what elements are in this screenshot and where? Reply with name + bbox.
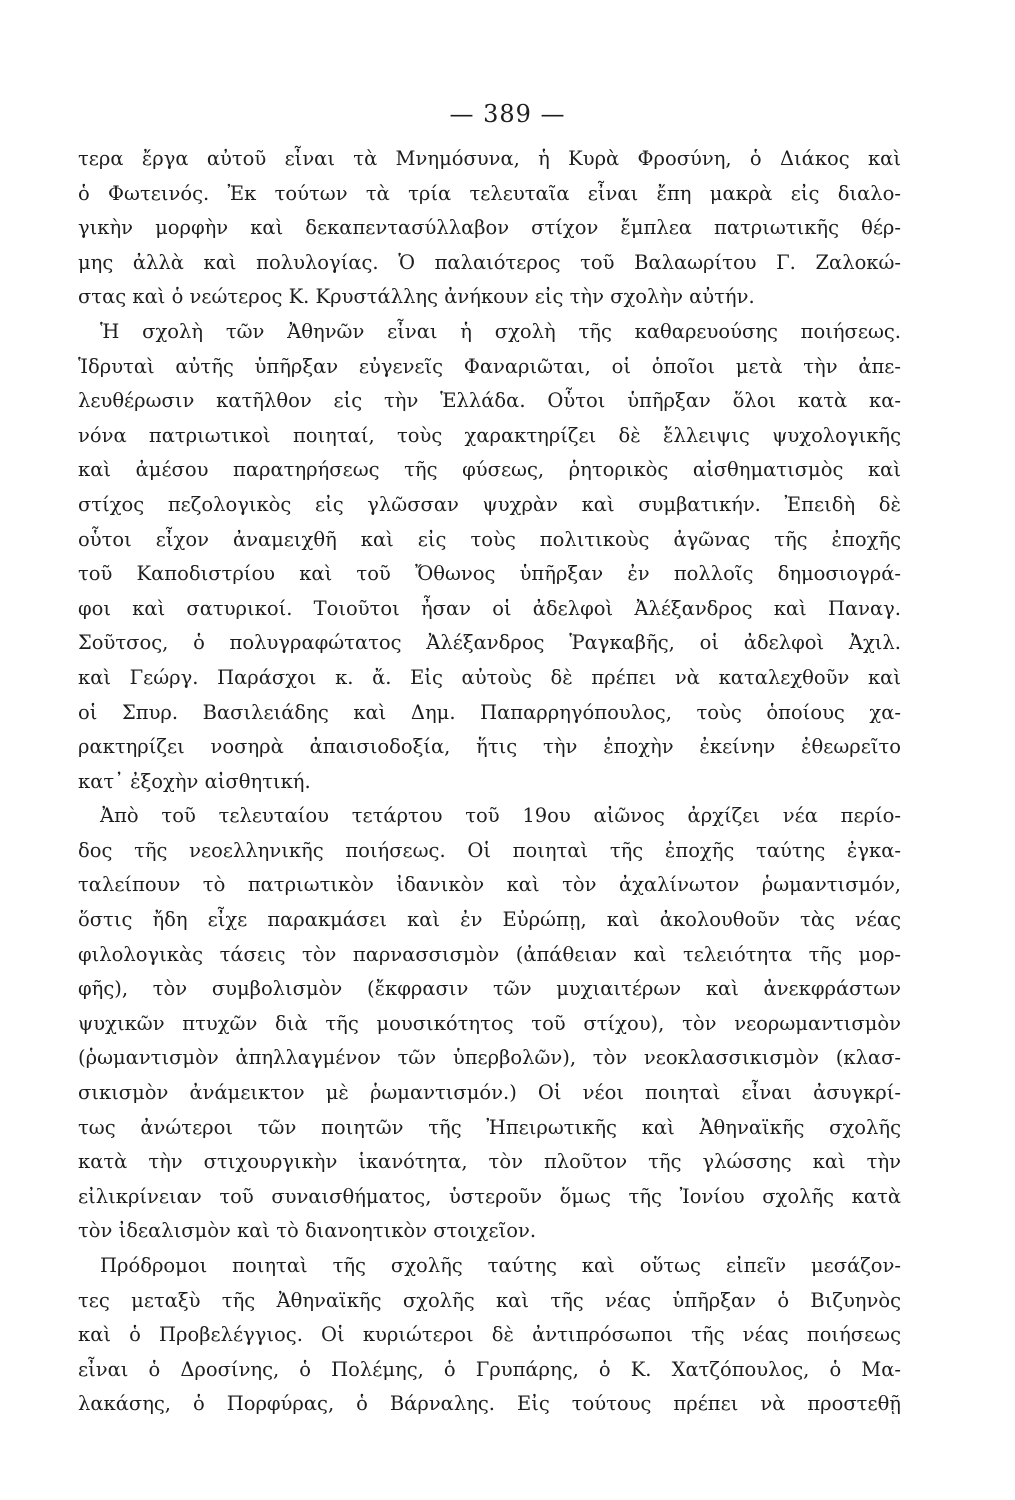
text-line: καὶ ὁ Προβελέγγιος. Οἱ κυριώτεροι δὲ ἀντιπρόσωποι τῆς νέας ποιήσεως bbox=[78, 1323, 901, 1347]
text-line: Πρόδρομοι ποιηταὶ τῆς σχολῆς ταύτης καὶ οὕτως εἰπεῖν μεσάζον- bbox=[100, 1254, 901, 1277]
text-line: φιλολογικὰς τάσεις τὸν παρνασσισμὸν (ἀπάθειαν καὶ τελειότητα τῆς μορ- bbox=[78, 942, 901, 966]
text-line: Ἀπὸ τοῦ τελευταίου τετάρτου τοῦ 19ου αἰῶνος ἀρχίζει νέα περίο- bbox=[100, 804, 901, 828]
body-text bbox=[78, 142, 901, 1422]
text-line: Σοῦτσος, ὁ πολυγραφώτατος Ἀλέξανδρος Ῥαγκαβῆς, οἱ ἀδελφοὶ Ἀχιλ. bbox=[78, 631, 901, 655]
text-line: στας καὶ ὁ νεώτερος Κ. Κρυστάλλης ἀνήκουν εἰς τὴν σχολὴν αὐτήν. bbox=[78, 285, 755, 309]
text-line: οἱ Σπυρ. Βασιλειάδης καὶ Δημ. Παπαρρηγόπουλος, τοὺς ὁποίους χα- bbox=[78, 700, 901, 724]
text-line: (ῥωμαντισμὸν ἀπηλλαγμένον τῶν ὑπερβολῶν), τὸν νεοκλασσικισμὸν (κλασ- bbox=[78, 1046, 901, 1070]
text-line: ρακτηρίζει νοσηρὰ ἀπαισιοδοξία, ἥτις τὴν ἐποχὴν ἐκείνην ἐθεωρεῖτο bbox=[78, 735, 901, 759]
text-line: τερα ἔργα αὐτοῦ εἶναι τὰ Μνημόσυνα, ἡ Κυρὰ Φροσύνη, ὁ Διάκος καὶ bbox=[78, 147, 901, 170]
page-number: — 389 — bbox=[449, 100, 566, 128]
text-line: τως ἀνώτεροι τῶν ποιητῶν τῆς Ἠπειρωτικῆς καὶ Ἀθηναϊκῆς σχολῆς bbox=[78, 1115, 901, 1139]
text-line: δος τῆς νεοελληνικῆς ποιήσεως. Οἱ ποιηταὶ τῆς ἐποχῆς ταύτης ἐγκα- bbox=[78, 838, 901, 862]
text-line: ὁ Φωτεινός. Ἐκ τούτων τὰ τρία τελευταῖα εἶναι ἔπη μακρὰ εἰς διαλο- bbox=[78, 181, 901, 205]
text-line: τες μεταξὺ τῆς Ἀθηναϊκῆς σχολῆς καὶ τῆς νέας ὑπῆρξαν ὁ Βιζυηνὸς bbox=[78, 1288, 901, 1312]
text-line: μης ἀλλὰ καὶ πολυλογίας. Ὁ παλαιότερος τοῦ Βαλαωρίτου Γ. Ζαλοκώ- bbox=[78, 250, 901, 274]
text-line: λευθέρωσιν κατῆλθον εἰς τὴν Ἑλλάδα. Οὗτοι ὑπῆρξαν ὅλοι κατὰ κα- bbox=[78, 389, 901, 413]
text-line: νόνα πατριωτικοὶ ποιηταί, τοὺς χαρακτηρίζει δὲ ἔλλειψις ψυχολογικῆς bbox=[78, 423, 901, 447]
text-line: κατὰ τὴν στιχουργικὴν ἱκανότητα, τὸν πλοῦτον τῆς γλώσσης καὶ τὴν bbox=[78, 1150, 901, 1174]
text-line: τὸν ἰδεαλισμὸν καὶ τὸ διανοητικὸν στοιχεῖον. bbox=[78, 1219, 537, 1243]
text-line: κατ᾿ ἐξοχὴν αἰσθητική. bbox=[78, 769, 311, 793]
text-line: φῆς), τὸν συμβολισμὸν (ἔκφρασιν τῶν μυχιαιτέρων καὶ ἀνεκφράστων bbox=[78, 977, 901, 1001]
text-line: στίχος πεζολογικὸς εἰς γλῶσσαν ψυχρὰν καὶ συμβατικήν. Ἐπειδὴ δὲ bbox=[78, 492, 901, 516]
text-line: καὶ ἀμέσου παρατηρήσεως τῆς φύσεως, ῥητορικὸς αἰσθηματισμὸς καὶ bbox=[78, 458, 901, 482]
text-line: ταλείπουν τὸ πατριωτικὸν ἰδανικὸν καὶ τὸν ἀχαλίνωτον ῥωμαντισμόν, bbox=[78, 873, 901, 897]
text-line: Ἱδρυταὶ αὐτῆς ὑπῆρξαν εὐγενεῖς Φαναριῶται, οἱ ὁποῖοι μετὰ τὴν ἀπε- bbox=[78, 354, 901, 378]
text-line: λακάσης, ὁ Πορφύρας, ὁ Βάρναλης. Εἰς τούτους πρέπει νὰ προστεθῇ bbox=[78, 1392, 901, 1416]
text-line: ὅστις ἤδη εἶχε παρακμάσει καὶ ἐν Εὐρώπῃ, καὶ ἀκολουθοῦν τὰς νέας bbox=[78, 908, 901, 932]
text-line: Ἡ σχολὴ τῶν Ἀθηνῶν εἶναι ἡ σχολὴ τῆς καθαρευούσης ποιήσεως. bbox=[100, 319, 901, 343]
text-line: γικὴν μορφὴν καὶ δεκαπεντασύλλαβον στίχον ἔμπλεα πατριωτικῆς θέρ- bbox=[78, 216, 901, 240]
text-line: φοι καὶ σατυρικοί. Τοιοῦτοι ἦσαν οἱ ἀδελφοὶ Ἀλέξανδρος καὶ Παναγ. bbox=[78, 596, 901, 620]
text-line: τοῦ Καποδιστρίου καὶ τοῦ Ὄθωνος ὑπῆρξαν ἐν πολλοῖς δημοσιογρά- bbox=[78, 562, 901, 586]
text-line: καὶ Γεώργ. Παράσχοι κ. ἄ. Εἰς αὐτοὺς δὲ πρέπει νὰ καταλεχθοῦν καὶ bbox=[78, 665, 901, 689]
text-line: οὗτοι εἶχον ἀναμειχθῆ καὶ εἰς τοὺς πολιτικοὺς ἀγῶνας τῆς ἐποχῆς bbox=[78, 527, 901, 551]
text-line: σικισμὸν ἀνάμεικτον μὲ ῥωμαντισμόν.) Οἱ νέοι ποιηταὶ εἶναι ἀσυγκρί- bbox=[78, 1081, 901, 1105]
text-line: εἰλικρίνειαν τοῦ συναισθήματος, ὑστεροῦν ὅμως τῆς Ἰονίου σχολῆς κατὰ bbox=[78, 1184, 901, 1208]
text-line: ψυχικῶν πτυχῶν διὰ τῆς μουσικότητος τοῦ στίχου), τὸν νεορωμαντισμὸν bbox=[78, 1011, 901, 1035]
text-line: εἶναι ὁ Δροσίνης, ὁ Πολέμης, ὁ Γρυπάρης, ὁ Κ. Χατζόπουλος, ὁ Μα- bbox=[78, 1357, 901, 1381]
